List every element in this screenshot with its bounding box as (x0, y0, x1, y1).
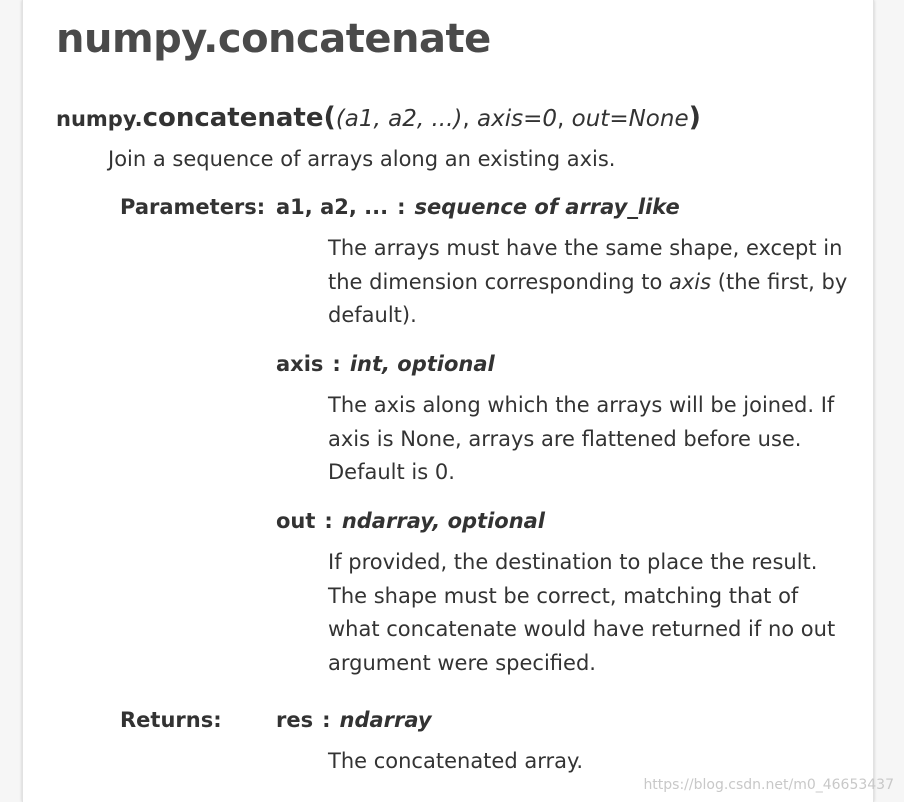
param-description-text: The arrays must have the same shape, except in the dimension corresponding to (328, 236, 843, 294)
return-res-description: The concatenated array. (328, 749, 584, 773)
signature-open-paren: ( (323, 102, 336, 133)
param-name: a1, a2, ... (276, 195, 389, 219)
parameters-label: Parameters: (120, 195, 266, 219)
watermark-url: https://blog.csdn.net/m0_46653437 (643, 777, 894, 793)
param-name: axis (276, 352, 324, 376)
param-description-emphasis: axis (669, 269, 712, 294)
signature-module: numpy. (56, 107, 143, 131)
return-res-header (276, 708, 432, 732)
param-description-text: (the first, by default). (328, 269, 848, 327)
param-out-description: If provided, the destination to place the result. The shape must be correct, matching that of what concatenate would have returned if no out argument were specified. (328, 550, 836, 675)
function-summary: Join a sequence of arrays along an existing axis. (108, 147, 616, 171)
documentation-page (22, 0, 874, 802)
returns-label: Returns: (120, 708, 222, 732)
return-name: res (276, 708, 314, 732)
signature-separator: , (462, 106, 478, 132)
param-a1-header (276, 195, 680, 219)
param-a1-description (328, 232, 848, 333)
param-type: ndarray, optional (341, 509, 546, 533)
param-name: out (276, 509, 316, 533)
return-separator: : (322, 708, 331, 732)
param-type: sequence of array_like (414, 195, 680, 219)
signature-separator: , (557, 106, 572, 132)
signature-close-paren: ) (688, 102, 701, 133)
param-separator: : (332, 352, 341, 376)
function-signature (56, 102, 701, 133)
return-type: ndarray (339, 708, 432, 732)
signature-arg: axis=0 (477, 106, 558, 132)
page-title: numpy.concatenate (56, 16, 491, 62)
signature-arg: out=None (571, 106, 689, 132)
param-type: int, optional (349, 352, 495, 376)
param-separator: : (397, 195, 406, 219)
signature-function-name: concatenate (142, 103, 324, 133)
param-separator: : (324, 509, 333, 533)
param-out-header (276, 509, 545, 533)
param-axis-description: The axis along which the arrays will be joined. If axis is None, arrays are flattened before use. Default is 0. (328, 393, 835, 484)
param-axis-header (276, 352, 495, 376)
signature-arg: (a1, a2, ...) (335, 106, 463, 132)
